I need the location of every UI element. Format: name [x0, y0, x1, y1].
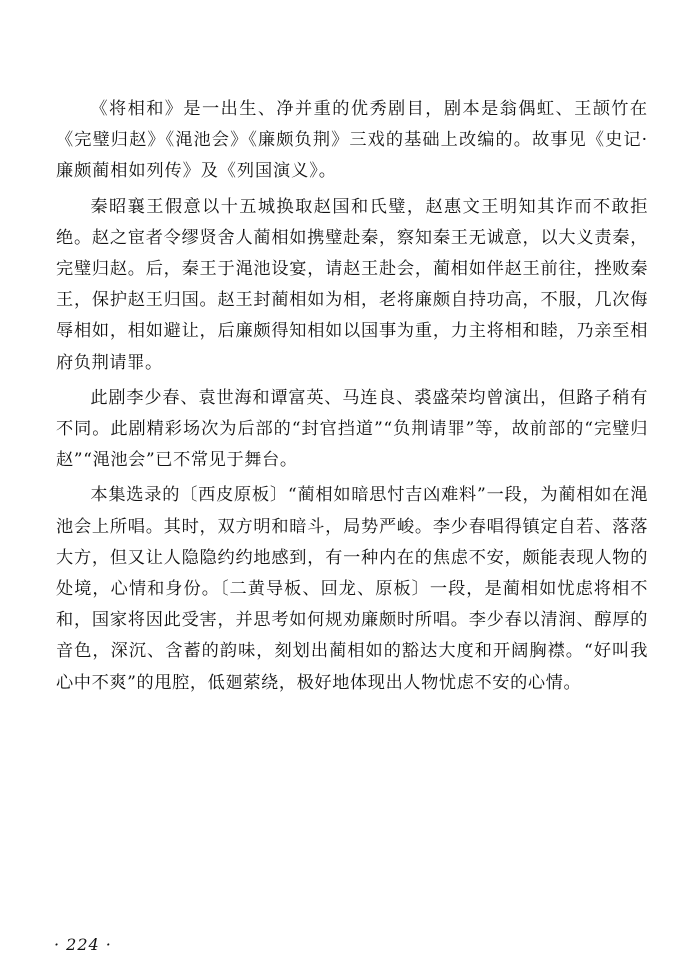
page-number: · 224 ·	[54, 935, 112, 954]
paragraph-intro: 《将相和》是一出生、净并重的优秀剧目，剧本是翁偶虹、王颉竹在《完璧归赵》《渑池会》《廉颇负荆》三戏的基础上改编的。故事见《史记·廉颇蔺相如列传》及《列国演义》。	[56, 99, 648, 182]
paragraph-performers: 此剧李少春、袁世海和谭富英、马连良、裘盛荣均曾演出，但路子稍有不同。此剧精彩场次为后部的“封官挡道”“负荆请罪”等，故前部的“完璧归赵”“渑池会”已不常见于舞台。	[56, 387, 648, 471]
paragraph-story: 秦昭襄王假意以十五城换取赵国和氏璧，赵惠文王明知其诈而不敢拒绝。赵之宦者令缪贤舍人蔺相如携璧赴秦，察知秦王无诚意，以大义责秦，完璧归赵。后，秦王于渑池设宴，请赵王赴会，蔺相如伴赵王前往，挫败秦王，保护赵王归国。赵王封蔺相如为相，老将廉颇自持功高，不服，几次侮辱相如，相如避让，后廉颇得知相如以国事为重，力主将相和睦，乃亲至相府负荆请罪。	[56, 196, 648, 373]
body-text	[56, 94, 648, 703]
paragraph-selection: 本集选录的〔西皮原板〕“蔺相如暗思忖吉凶难料”一段，为蔺相如在渑池会上所唱。其时，双方明和暗斗，局势严峻。李少春唱得镇定自若、落落大方，但又让人隐隐约约地感到，有一种内在的焦虑不安，颇能表现人物的处境，心情和身份。〔二黄导板、回龙、原板〕一段，是蔺相如忧虑将相不和，国家将因此受害，并思考如何规劝廉颇时所唱。李少春以清润、醇厚的音色，深沉、含蓄的韵味，刻划出蔺相如的豁达大度和开阔胸襟。“好叫我心中不爽”的甩腔，低廻萦绕，极好地体现出人物忧虑不安的心情。	[56, 485, 648, 693]
